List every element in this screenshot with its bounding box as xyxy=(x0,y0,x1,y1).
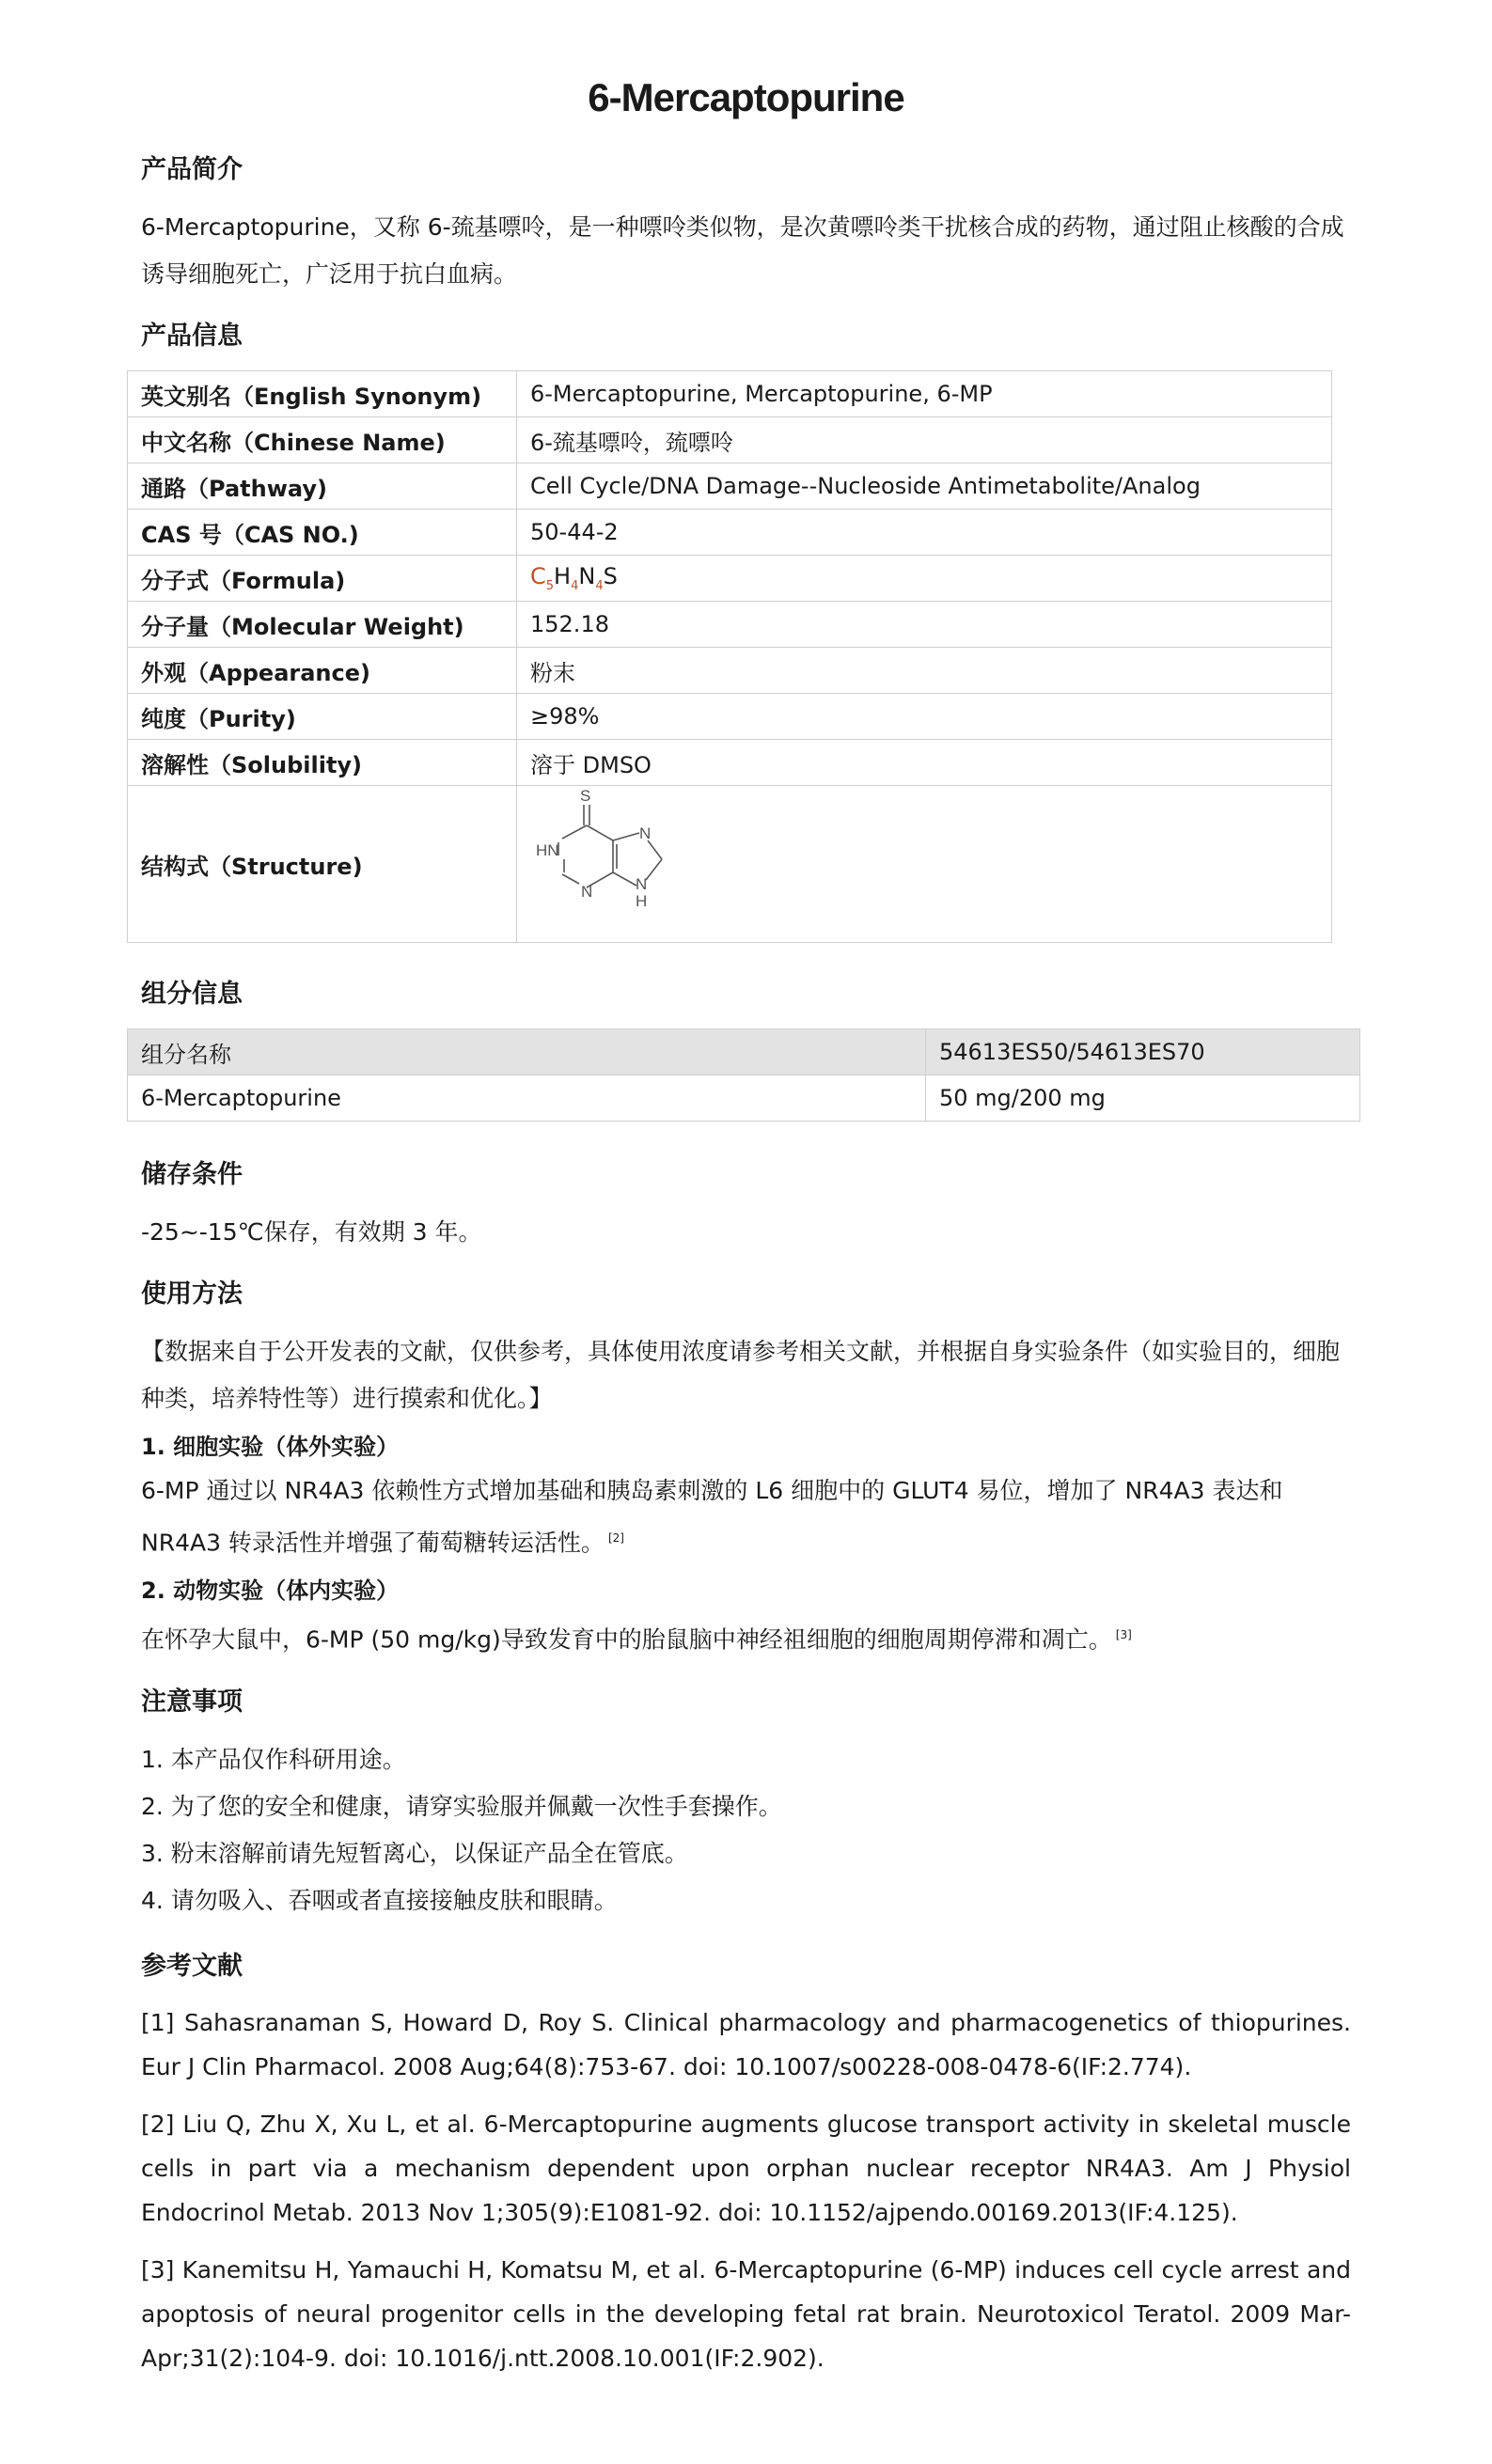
usage-disclaimer: 【数据来自于公开发表的文献，仅供参考，具体使用浓度请参考相关文献，并根据自身实验条件（如实验目的，细胞种类，培养特性等）进行摸索和优化。】 xyxy=(141,1338,1341,1412)
info-label: 溶解性（Solubility) xyxy=(128,740,517,786)
citation-marker: [3] xyxy=(1115,1628,1132,1642)
info-label: 分子量（Molecular Weight) xyxy=(128,602,517,648)
section-heading-notes: 注意事项 xyxy=(141,1687,243,1717)
intro-paragraph: 6-Mercaptopurine，又称 6-巯基嘌呤，是一种嘌呤类似物，是次黄嘌呤类干扰核合成的药物，通过阻止核酸的合成诱导细胞死亡，广泛用于抗白血病。 xyxy=(141,213,1344,288)
components-table xyxy=(127,1028,1360,1122)
reference-item: [1] Sahasranaman S, Howard D, Roy S. Clinical pharmacology and pharmacogenetics of thiopurines. Eur J Clin Pharmacol. 2008 Aug;64(8):753-67. doi: 10.1007/s00228-008-0478-6(IF:2.774). xyxy=(141,2008,1351,2080)
info-value: 6-Mercaptopurine, Mercaptopurine, 6-MP xyxy=(517,371,1332,417)
chemical-structure-diagram xyxy=(530,786,690,936)
info-value: 溶于 DMSO xyxy=(517,740,1332,786)
info-row-cas xyxy=(128,510,1332,556)
info-value: 50-44-2 xyxy=(517,510,1332,556)
atom-label: N xyxy=(636,875,648,893)
component-name: 6-Mercaptopurine xyxy=(128,1075,926,1122)
section-heading-usage: 使用方法 xyxy=(141,1279,243,1309)
components-row xyxy=(128,1075,1360,1122)
components-header-name: 组分名称 xyxy=(128,1029,926,1075)
cell-experiment-text: 6-MP 通过以 NR4A3 依赖性方式增加基础和胰岛素刺激的 L6 细胞中的 GLUT4 易位，增加了 NR4A3 表达和 NR4A3 转录活性并增强了葡萄糖转运活性。 [2] xyxy=(141,1477,1283,1557)
molecular-formula: $C_5H_4N_4S$ xyxy=(517,556,1332,602)
components-header-code: 54613ES50/54613ES70 xyxy=(926,1029,1360,1075)
info-row-purity xyxy=(128,694,1332,740)
info-label: 通路（Pathway) xyxy=(128,463,517,510)
info-row-synonym xyxy=(128,371,1332,417)
info-label: 外观（Appearance) xyxy=(128,648,517,694)
info-row-chinese-name xyxy=(128,417,1332,463)
info-row-formula xyxy=(128,556,1332,602)
component-amount: 50 mg/200 mg xyxy=(926,1075,1360,1122)
animal-experiment-text: 在怀孕大鼠中，6-MP (50 mg/kg)导致发育中的胎鼠脑中神经祖细胞的细胞周期停滞和凋亡。 [3] xyxy=(141,1625,1132,1654)
info-label: 分子式（Formula) xyxy=(128,556,517,602)
note-item: 3. 粉末溶解前请先短暂离心，以保证产品全在管底。 xyxy=(141,1839,688,1867)
storage-text: -25~-15℃保存，有效期 3 年。 xyxy=(141,1218,482,1246)
section-heading-storage: 储存条件 xyxy=(141,1160,243,1189)
section-heading-components: 组分信息 xyxy=(141,980,243,1009)
citation-marker: [2] xyxy=(607,1531,624,1545)
info-row-solubility xyxy=(128,740,1332,786)
info-row-appearance xyxy=(128,648,1332,694)
atom-label: HN xyxy=(536,841,559,859)
info-row-pathway xyxy=(128,463,1332,510)
info-label: 中文名称（Chinese Name) xyxy=(128,417,517,463)
info-row-structure xyxy=(128,786,1332,943)
components-header-row xyxy=(128,1029,1360,1075)
animal-experiment-heading: 2. 动物实验（体内实验） xyxy=(141,1577,400,1605)
notes-list xyxy=(141,1736,1351,1924)
info-value: 粉末 xyxy=(517,648,1332,694)
info-value: 6-巯基嘌呤，巯嘌呤 xyxy=(517,417,1332,463)
atom-label: S xyxy=(580,787,591,805)
section-heading-references: 参考文献 xyxy=(141,1951,243,1981)
product-info-table xyxy=(127,370,1332,943)
reference-item: [3] Kanemitsu H, Yamauchi H, Komatsu M, et al. 6-Mercaptopurine (6-MP) induces cell cycle arrest and apoptosis of neural progenitor cells in the developing fetal rat brain. Neurotoxicol Teratol. 2009 Mar-Apr;31(2):104-9. doi: 10.1016/j.ntt.2008.10.001(IF:2.902). xyxy=(141,2255,1351,2372)
atom-label: H xyxy=(636,892,648,910)
structure-cell xyxy=(517,786,1332,943)
info-value: Cell Cycle/DNA Damage--Nucleoside Antimetabolite/Analog xyxy=(517,463,1332,510)
reference-item: [2] Liu Q, Zhu X, Xu L, et al. 6-Mercaptopurine augments glucose transport activity in skeletal muscle cells in part via a mechanism dependent upon orphan nuclear receptor NR4A3. Am J Physiol Endocrinol Metab. 2013 Nov 1;305(9):E1081-92. doi: 10.1152/ajpendo.00169.2013(IF:4.125). xyxy=(141,2110,1351,2226)
info-row-molecular-weight xyxy=(128,602,1332,648)
page-title: 6-Mercaptopurine xyxy=(588,75,904,119)
note-item: 2. 为了您的安全和健康，请穿实验服并佩戴一次性手套操作。 xyxy=(141,1792,782,1820)
info-value: 152.18 xyxy=(517,602,1332,648)
info-label: CAS 号（CAS NO.) xyxy=(128,510,517,556)
note-item: 1. 本产品仅作科研用途。 xyxy=(141,1745,406,1773)
references-list xyxy=(141,2001,1351,2380)
section-heading-info: 产品信息 xyxy=(141,322,243,351)
atom-label: N xyxy=(639,824,652,842)
info-label: 英文别名（English Synonym) xyxy=(128,371,517,417)
info-label: 结构式（Structure) xyxy=(128,786,517,943)
cell-experiment-heading: 1. 细胞实验（体外实验） xyxy=(141,1434,400,1460)
note-item: 4. 请勿吸入、吞咽或者直接接触皮肤和眼睛。 xyxy=(141,1886,618,1914)
info-value: ≥98% xyxy=(517,694,1332,740)
info-label: 纯度（Purity) xyxy=(128,694,517,740)
section-heading-intro: 产品简介 xyxy=(141,155,243,184)
atom-label: N xyxy=(581,883,593,901)
